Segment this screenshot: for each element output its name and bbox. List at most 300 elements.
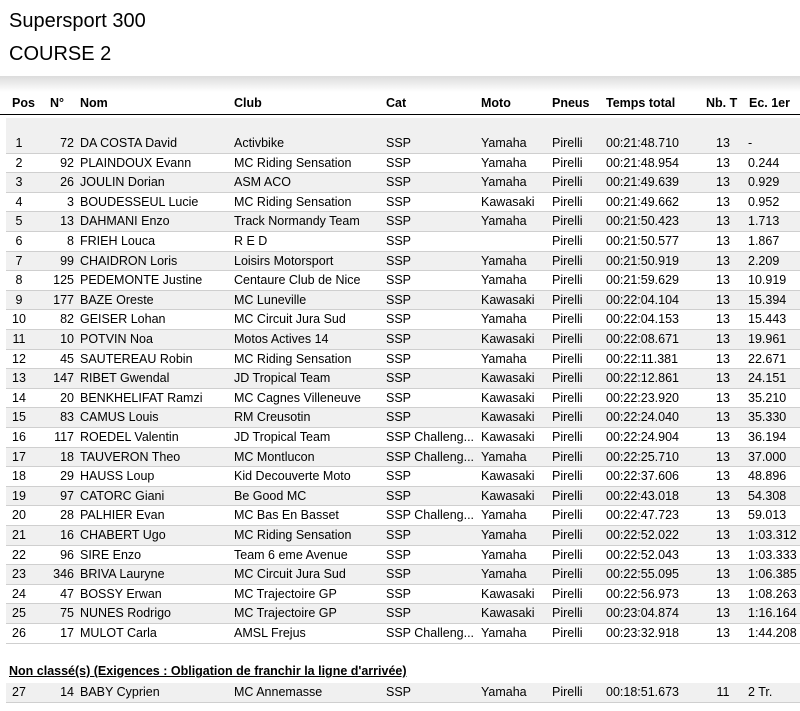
cell-ecart: 22.671 <box>748 351 787 366</box>
table-row <box>6 565 800 585</box>
cell-temps: 00:22:37.606 <box>606 469 679 484</box>
cell-nom: ROEDEL Valentin <box>80 430 179 444</box>
cell-ecart: 1:06.385 <box>748 567 797 582</box>
cell-cat: SSP <box>386 390 412 405</box>
cell-temps: 00:18:51.673 <box>606 685 679 699</box>
cell-pneus: Pirelli <box>552 175 583 190</box>
cell-pneus: Pirelli <box>552 547 583 562</box>
cell-club: ASM ACO <box>234 175 291 190</box>
cell-temps: 00:21:48.954 <box>606 155 679 170</box>
cell-nom: NUNES Rodrigo <box>80 606 172 621</box>
table-row <box>6 173 800 193</box>
cell-moto: Yamaha <box>481 155 527 170</box>
cell-cat: SSP <box>386 312 412 327</box>
cell-pos: 9 <box>15 292 23 307</box>
cell-club: MC Annemasse <box>234 685 323 699</box>
cell-pneus: Pirelli <box>552 214 583 229</box>
cell-club: RM Creusotin <box>234 410 311 425</box>
cell-moto: Kawasaki <box>481 606 535 621</box>
cell-moto: Yamaha <box>481 685 527 699</box>
cell-nbt: 13 <box>716 292 730 307</box>
cell-cat: SSP <box>386 155 412 170</box>
cell-pneus: Pirelli <box>552 253 583 268</box>
cell-club: MC Circuit Jura Sud <box>234 312 346 327</box>
table-row <box>6 546 800 566</box>
cell-temps: 00:21:50.423 <box>606 214 679 229</box>
cell-moto: Kawasaki <box>481 292 535 307</box>
cell-pos: 12 <box>12 351 26 366</box>
cell-nbt: 13 <box>716 508 730 523</box>
cell-pos: 8 <box>15 273 23 288</box>
cell-pos: 10 <box>12 312 26 327</box>
cell-club: MC Circuit Jura Sud <box>234 567 346 582</box>
cell-nbt: 13 <box>716 606 730 621</box>
table-row <box>6 389 800 409</box>
cell-pos: 7 <box>15 253 23 268</box>
cell-temps: 00:21:49.662 <box>606 194 679 209</box>
cell-nbt: 13 <box>716 273 730 288</box>
cell-club: MC Riding Sensation <box>234 155 352 170</box>
cell-cat: SSP <box>386 253 412 268</box>
cell-pos: 26 <box>12 626 26 640</box>
cell-nom: PALHIER Evan <box>80 508 165 523</box>
cell-nbt: 11 <box>716 685 730 699</box>
page-subtitle: COURSE 2 <box>9 43 112 65</box>
cell-moto: Kawasaki <box>481 469 535 484</box>
cell-club: Track Normandy Team <box>234 214 360 229</box>
cell-temps: 00:22:47.723 <box>606 508 679 523</box>
cell-pos: 21 <box>12 528 26 542</box>
cell-pos: 20 <box>12 508 26 523</box>
cell-nbt: 13 <box>716 351 730 366</box>
cell-ecart: 1:08.263 <box>748 586 797 601</box>
cell-cat: SSP <box>386 371 412 386</box>
cell-temps: 00:23:32.918 <box>606 626 679 640</box>
table-row <box>6 604 800 624</box>
header-nbt: Nb. T <box>706 96 738 110</box>
cell-pneus: Pirelli <box>552 528 583 542</box>
cell-nbt: 13 <box>716 488 730 503</box>
cell-temps: 00:22:04.104 <box>606 292 679 307</box>
cell-ecart: 10.919 <box>748 273 787 288</box>
cell-temps: 00:22:11.381 <box>606 351 679 366</box>
header-nom: Nom <box>80 96 108 110</box>
cell-temps: 00:23:04.874 <box>606 606 679 621</box>
header-club: Club <box>234 96 262 110</box>
cell-club: MC Riding Sensation <box>234 194 352 209</box>
cell-pos: 18 <box>12 469 26 484</box>
cell-ecart: 1:44.208 <box>748 626 797 640</box>
cell-club: MC Riding Sensation <box>234 351 352 366</box>
cell-club: MC Cagnes Villeneuve <box>234 390 361 405</box>
cell-nom: BOSSY Erwan <box>80 586 162 601</box>
cell-num: 97 <box>60 488 74 503</box>
cell-temps: 00:22:52.022 <box>606 528 679 542</box>
cell-club: Loisirs Motorsport <box>234 253 334 268</box>
cell-pneus: Pirelli <box>552 312 583 327</box>
cell-pos: 25 <box>12 606 26 621</box>
cell-pneus: Pirelli <box>552 332 583 346</box>
cell-pos: 14 <box>12 390 26 405</box>
cell-ecart: 36.194 <box>748 430 787 444</box>
cell-pneus: Pirelli <box>552 194 583 209</box>
cell-club: MC Bas En Basset <box>234 508 339 523</box>
non-classe-label: Non classé(s) (Exigences : Obligation de franchir la ligne d'arrivée) <box>9 664 407 678</box>
cell-moto: Yamaha <box>481 528 527 542</box>
page-title: Supersport 300 <box>9 10 146 32</box>
cell-cat: SSP <box>386 214 412 229</box>
cell-moto: Yamaha <box>481 253 527 268</box>
cell-moto: Yamaha <box>481 567 527 582</box>
cell-pneus: Pirelli <box>552 469 583 484</box>
cell-pneus: Pirelli <box>552 292 583 307</box>
table-row <box>6 252 800 272</box>
table-row <box>6 448 800 468</box>
table-row <box>6 624 800 644</box>
cell-cat: SSP <box>386 469 412 484</box>
table-row <box>6 271 800 291</box>
cell-cat: SSP <box>386 136 412 150</box>
cell-nom: DAHMANI Enzo <box>80 214 170 229</box>
cell-club: Centaure Club de Nice <box>234 273 361 288</box>
cell-moto: Yamaha <box>481 547 527 562</box>
cell-num: 75 <box>60 606 74 621</box>
cell-ecart: 35.210 <box>748 390 787 405</box>
cell-num: 29 <box>60 469 74 484</box>
cell-pos: 1 <box>15 136 23 150</box>
cell-num: 99 <box>60 253 74 268</box>
cell-ecart: 1.713 <box>748 214 780 229</box>
cell-club: MC Riding Sensation <box>234 528 352 542</box>
cell-moto: Yamaha <box>481 273 527 288</box>
cell-nom: PEDEMONTE Justine <box>80 273 203 288</box>
cell-moto: Yamaha <box>481 214 527 229</box>
header-cat: Cat <box>386 96 407 110</box>
cell-nom: FRIEH Louca <box>80 234 156 248</box>
cell-club: MC Montlucon <box>234 449 315 464</box>
cell-club: MC Trajectoire GP <box>234 606 337 621</box>
cell-pneus: Pirelli <box>552 273 583 288</box>
cell-nom: HAUSS Loup <box>80 469 155 484</box>
cell-moto: Yamaha <box>481 626 527 640</box>
cell-temps: 00:22:56.973 <box>606 586 679 601</box>
cell-temps: 00:22:04.153 <box>606 312 679 327</box>
table-row <box>6 193 800 213</box>
cell-nbt: 13 <box>716 567 730 582</box>
cell-temps: 00:21:59.629 <box>606 273 679 288</box>
cell-club: JD Tropical Team <box>234 430 331 444</box>
cell-nbt: 13 <box>716 234 730 248</box>
cell-ecart: 1:16.164 <box>748 606 797 621</box>
cell-nom: BABY Cyprien <box>80 685 160 699</box>
cell-ecart: 0.929 <box>748 175 780 190</box>
cell-pos: 23 <box>12 567 26 582</box>
cell-num: 96 <box>60 547 74 562</box>
cell-moto: Kawasaki <box>481 430 535 444</box>
table-row <box>6 350 800 370</box>
cell-moto: Yamaha <box>481 175 527 190</box>
cell-moto: Yamaha <box>481 312 527 327</box>
cell-pos: 2 <box>15 155 23 170</box>
cell-nbt: 13 <box>716 332 730 346</box>
cell-pos: 4 <box>15 194 23 209</box>
cell-cat: SSP <box>386 567 412 582</box>
cell-pos: 16 <box>12 430 26 444</box>
table-row <box>6 330 800 350</box>
cell-nom: GEISER Lohan <box>80 312 166 327</box>
cell-num: 125 <box>53 273 74 288</box>
cell-nbt: 13 <box>716 547 730 562</box>
header-shade <box>0 76 800 92</box>
cell-club: Team 6 eme Avenue <box>234 547 348 562</box>
cell-nom: CHAIDRON Loris <box>80 253 178 268</box>
cell-pos: 3 <box>15 175 23 190</box>
table-row <box>6 212 800 232</box>
cell-nbt: 13 <box>716 194 730 209</box>
cell-nom: TAUVERON Theo <box>80 449 181 464</box>
header-pos: Pos <box>12 96 35 110</box>
cell-temps: 00:22:25.710 <box>606 449 679 464</box>
cell-pneus: Pirelli <box>552 567 583 582</box>
cell-pneus: Pirelli <box>552 488 583 503</box>
cell-cat: SSP <box>386 332 412 346</box>
cell-cat: SSP <box>386 488 412 503</box>
cell-cat: SSP <box>386 586 412 601</box>
cell-pos: 13 <box>12 371 26 386</box>
cell-ecart: 19.961 <box>748 332 787 346</box>
cell-ecart: 1:03.312 <box>748 528 797 542</box>
cell-nbt: 13 <box>716 312 730 327</box>
cell-nom: DA COSTA David <box>80 136 178 150</box>
cell-cat: SSP <box>386 528 412 542</box>
cell-ecart: 48.896 <box>748 469 787 484</box>
cell-num: 3 <box>67 194 74 209</box>
cell-nbt: 13 <box>716 155 730 170</box>
cell-moto: Kawasaki <box>481 410 535 425</box>
cell-ecart: 0.244 <box>748 155 780 170</box>
cell-cat: SSP Challeng... <box>386 430 475 444</box>
cell-ecart: 54.308 <box>748 488 787 503</box>
cell-pneus: Pirelli <box>552 508 583 523</box>
cell-club: Activbike <box>234 136 285 150</box>
cell-pneus: Pirelli <box>552 410 583 425</box>
cell-club: AMSL Frejus <box>234 626 306 640</box>
cell-nbt: 13 <box>716 449 730 464</box>
cell-cat: SSP <box>386 606 412 621</box>
table-row <box>6 487 800 507</box>
cell-ecart: 24.151 <box>748 371 787 386</box>
cell-ecart: 0.952 <box>748 194 780 209</box>
cell-ecart: 1.867 <box>748 234 780 248</box>
cell-ecart: 37.000 <box>748 449 787 464</box>
cell-temps: 00:21:49.639 <box>606 175 679 190</box>
cell-temps: 00:22:12.861 <box>606 371 679 386</box>
cell-cat: SSP Challeng... <box>386 626 475 640</box>
cell-moto: Kawasaki <box>481 586 535 601</box>
cell-nom: BOUDESSEUL Lucie <box>80 194 199 209</box>
cell-num: 10 <box>60 332 74 346</box>
cell-club: Kid Decouverte Moto <box>234 469 351 484</box>
table-row <box>6 526 800 546</box>
table-row <box>6 683 800 703</box>
cell-nbt: 13 <box>716 430 730 444</box>
cell-temps: 00:22:52.043 <box>606 547 679 562</box>
cell-ecart: 35.330 <box>748 410 787 425</box>
cell-pneus: Pirelli <box>552 351 583 366</box>
table-row <box>6 291 800 311</box>
cell-num: 83 <box>60 410 74 425</box>
cell-club: MC Trajectoire GP <box>234 586 337 601</box>
cell-nom: SIRE Enzo <box>80 547 142 562</box>
cell-club: MC Luneville <box>234 292 307 307</box>
cell-nbt: 13 <box>716 175 730 190</box>
cell-pos: 22 <box>12 547 26 562</box>
cell-club: Be Good MC <box>234 488 307 503</box>
cell-cat: SSP <box>386 292 412 307</box>
cell-num: 147 <box>53 371 74 386</box>
cell-temps: 00:22:55.095 <box>606 567 679 582</box>
cell-nbt: 13 <box>716 371 730 386</box>
cell-pneus: Pirelli <box>552 606 583 621</box>
cell-pneus: Pirelli <box>552 685 583 699</box>
cell-ecart: 15.443 <box>748 312 787 327</box>
cell-cat: SSP <box>386 351 412 366</box>
table-row <box>6 310 800 330</box>
table-row <box>6 506 800 526</box>
cell-nom: RIBET Gwendal <box>80 371 170 386</box>
cell-cat: SSP <box>386 194 412 209</box>
cell-num: 16 <box>60 528 74 542</box>
cell-cat: SSP Challeng... <box>386 449 475 464</box>
header-divider <box>0 114 800 115</box>
cell-temps: 00:21:50.577 <box>606 234 679 248</box>
cell-nbt: 13 <box>716 136 730 150</box>
cell-nbt: 13 <box>716 390 730 405</box>
cell-nom: PLAINDOUX Evann <box>80 155 192 170</box>
cell-moto: Yamaha <box>481 136 527 150</box>
cell-temps: 00:21:50.919 <box>606 253 679 268</box>
table-row <box>6 154 800 174</box>
cell-pos: 17 <box>12 449 26 464</box>
cell-nbt: 13 <box>716 214 730 229</box>
cell-num: 177 <box>53 292 74 307</box>
cell-cat: SSP <box>386 685 412 699</box>
cell-pos: 11 <box>12 332 26 346</box>
cell-nom: CATORC Giani <box>80 488 165 503</box>
cell-moto: Yamaha <box>481 508 527 523</box>
cell-ecart: 59.013 <box>748 508 787 523</box>
cell-num: 20 <box>60 390 74 405</box>
cell-pneus: Pirelli <box>552 155 583 170</box>
cell-num: 8 <box>67 234 74 248</box>
cell-num: 26 <box>60 175 74 190</box>
header-temps: Temps total <box>606 96 676 110</box>
cell-nbt: 13 <box>716 528 730 542</box>
cell-moto: Kawasaki <box>481 390 535 405</box>
cell-nom: CHABERT Ugo <box>80 528 166 542</box>
cell-pneus: Pirelli <box>552 136 583 150</box>
cell-temps: 00:22:43.018 <box>606 488 679 503</box>
cell-temps: 00:22:23.920 <box>606 390 679 405</box>
cell-num: 92 <box>60 155 74 170</box>
cell-cat: SSP Challeng... <box>386 508 475 523</box>
cell-ecart: - <box>748 136 753 150</box>
table-row <box>6 467 800 487</box>
table-row <box>6 408 800 428</box>
cell-pneus: Pirelli <box>552 586 583 601</box>
cell-moto: Yamaha <box>481 351 527 366</box>
header-ecart: Ec. 1er <box>749 96 791 110</box>
cell-num: 18 <box>60 449 74 464</box>
header-pneus: Pneus <box>552 96 590 110</box>
cell-num: 346 <box>53 567 74 582</box>
cell-cat: SSP <box>386 175 412 190</box>
cell-nbt: 13 <box>716 626 730 640</box>
cell-num: 28 <box>60 508 74 523</box>
cell-moto: Kawasaki <box>481 371 535 386</box>
header-moto: Moto <box>481 96 511 110</box>
cell-temps: 00:21:48.710 <box>606 136 679 150</box>
cell-num: 72 <box>60 136 74 150</box>
cell-cat: SSP <box>386 410 412 425</box>
cell-num: 17 <box>60 626 74 640</box>
cell-club: R E D <box>234 234 268 248</box>
cell-num: 14 <box>60 685 74 699</box>
cell-nom: SAUTEREAU Robin <box>80 351 193 366</box>
cell-club: Motos Actives 14 <box>234 332 329 346</box>
cell-nom: JOULIN Dorian <box>80 175 165 190</box>
cell-ecart: 15.394 <box>748 292 787 307</box>
cell-cat: SSP <box>386 547 412 562</box>
table-header <box>0 96 800 112</box>
cell-nbt: 13 <box>716 469 730 484</box>
table-row <box>6 369 800 389</box>
cell-pos: 27 <box>12 685 26 699</box>
cell-nom: BENKHELIFAT Ramzi <box>80 390 203 405</box>
cell-moto: Yamaha <box>481 449 527 464</box>
cell-nbt: 13 <box>716 586 730 601</box>
cell-pneus: Pirelli <box>552 626 583 640</box>
cell-pos: 24 <box>12 586 26 601</box>
cell-temps: 00:22:08.671 <box>606 332 679 346</box>
cell-club: JD Tropical Team <box>234 371 331 386</box>
cell-pos: 15 <box>12 410 26 425</box>
table-row <box>6 585 800 605</box>
cell-num: 13 <box>60 214 74 229</box>
cell-temps: 00:22:24.904 <box>606 430 679 444</box>
table-row <box>6 232 800 252</box>
cell-pneus: Pirelli <box>552 449 583 464</box>
cell-cat: SSP <box>386 234 412 248</box>
cell-nom: BAZE Oreste <box>80 292 154 307</box>
cell-ecart: 2.209 <box>748 253 780 268</box>
cell-moto: Kawasaki <box>481 332 535 346</box>
cell-cat: SSP <box>386 273 412 288</box>
cell-nbt: 13 <box>716 253 730 268</box>
cell-nom: BRIVA Lauryne <box>80 567 165 582</box>
cell-num: 45 <box>60 351 74 366</box>
cell-pos: 5 <box>15 214 23 229</box>
cell-nom: CAMUS Louis <box>80 410 159 425</box>
cell-temps: 00:22:24.040 <box>606 410 679 425</box>
cell-num: 47 <box>60 586 74 601</box>
cell-moto: Kawasaki <box>481 488 535 503</box>
cell-pos: 19 <box>12 488 26 503</box>
cell-num: 117 <box>54 430 74 444</box>
cell-pneus: Pirelli <box>552 390 583 405</box>
cell-pneus: Pirelli <box>552 371 583 386</box>
cell-num: 82 <box>60 312 74 327</box>
